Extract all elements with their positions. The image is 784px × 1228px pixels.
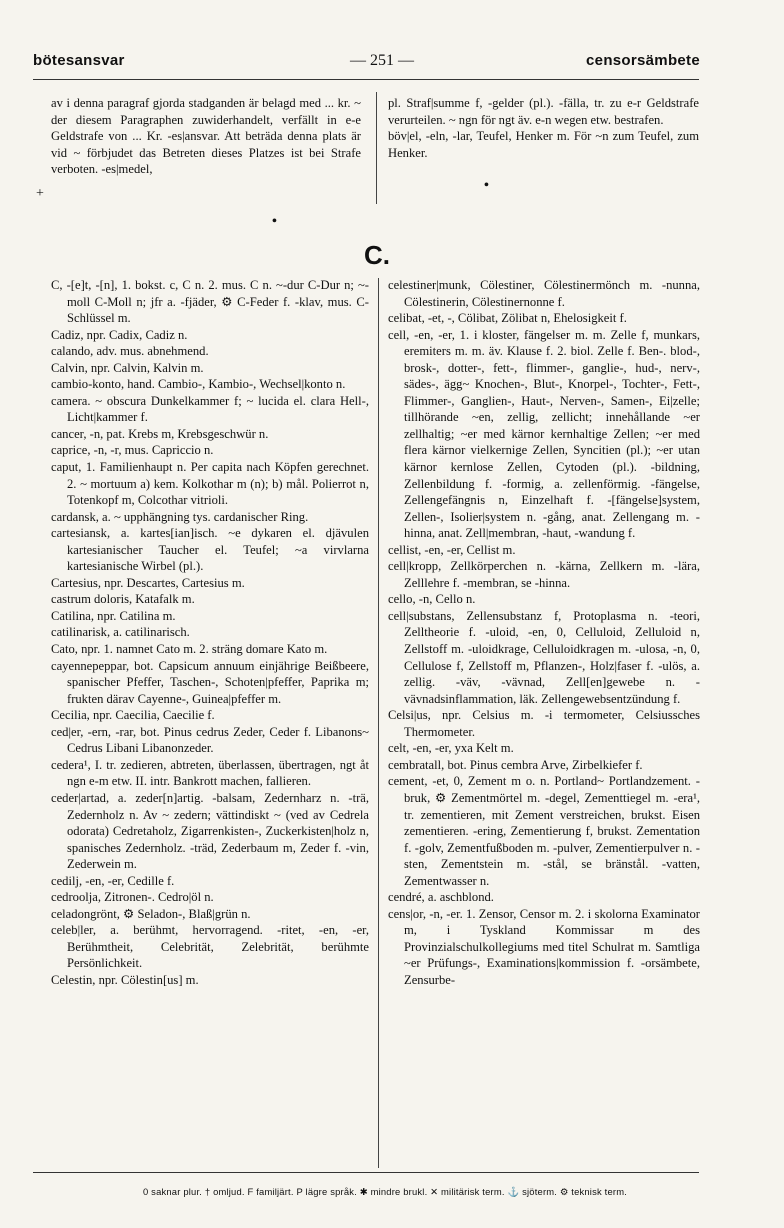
entry: cayennepeppar, bot. Capsicum annuum einjährige Beißbeere, spanischer Pfeffer, Taschen-, Schoten|pfeffer, Paprika m; frukten därav Cayenne-, Guinea|pfeffer m. [51,658,369,706]
footer-rule [33,1172,699,1173]
entry: ced|er, -ern, -rar, bot. Pinus cedrus Zeder, Ceder f. Libanons~ Cedrus Libani Libanonzeder. [51,724,369,756]
entry: cartesiansk, a. kartes[ian]isch. ~e dykaren el. djävulen kartesianischer Taucher el. Teufel; ~a virvlarna kartesianische Wirbel (pl.). [51,526,369,574]
entry: cello, -n, Cello n. [388,592,476,607]
top-left-column [51,95,361,178]
column-divider-top [376,92,377,204]
dot-mark: • [484,178,489,193]
entry: castrum doloris, Katafalk m. [51,592,195,607]
top-left-entry: av i denna paragraf gjorda stadganden är belagd med ... kr. ~ der diesem Paragraphen zuwiderhandelt, verfällt in e-e Geldstrafe von ... Kr. -es|ansvar. Att beträda denna plats är vid ~ förbjudet das Betreten dieses Platzes ist bei Strafe verboten. -es|medel, [51,96,361,177]
header-rule [33,79,699,80]
entry: cedera¹, I. tr. zediеren, abtreten, überlassen, übertragen, ngt åt ngn e-m etw. II. intr. Bankrott machen, fallieren. [51,757,369,789]
entry: Celestin, npr. Cölestin[us] m. [51,972,199,987]
entry: cellist, -en, -er, Cellist m. [388,542,516,557]
left-column [51,277,369,989]
entry: celt, -en, -er, yxa Kelt m. [388,741,514,756]
entry: cedrоolja, Zitronen-. Cedro|öl n. [51,890,214,905]
entry: Cato, npr. 1. namnet Cato m. 2. sträng domare Kato m. [51,642,328,657]
entry: cancer, -n, pat. Krebs m, Krebsgeschwür n. [51,426,269,441]
entry: cell, -en, -er, 1. i kloster, fängelser m. m. Zelle f, munkars, eremiters m. m. äv. Klause f. 2. biol. Zelle f. Ben-. blod-, brosk-, dotter-, fett-, flimmer-, ganglie-, hud-, nerv-, sädes-, ägg~ Knochen-, Blut-, Knorpel-, Tochter-, Fett-, Flimmer-, Ganglien-, Haut-, Nerven-, Samen-, Ei|zelle; tillhörande ~en, zellig, zellicht; innehållande ~er zellhaltig; ~er med kärnor kernhaltige Zellen; ~er med flera kärnor vielkernige Zellen, Syncitien (pl.); ~er utan kärnor kernlose Zellen, Cytoden (pl.). -bildning, Zellenbildung f. -formig, a. zellenförmig. -fängelse, Zellengefängnis n, Einzelhaft f. -[fängelse]system, Zellen-, Isolier|system n. -gång, anat. Zellengang m. -hinna, anat. Zell|membran, -haut, -wandung f. [388,327,700,541]
column-divider [378,278,379,1168]
entry: Cartesius, npr. Descartes, Cartesius m. [51,575,245,590]
entry: ceder|artad, a. zeder[n]artig. -balsam, Zedernharz n. -trä, Zedernholz n. Av ~ zedern; vättindiskt ~ (ved av Cedrela odorata) Cedretaholz, Zigarrenkisten-, Zuckerkisten|holz n, spanisches Zedernholz. -träd, Zederbaum m, Zeder f. -vin, Zederwein m. [51,790,369,872]
right-column [388,277,700,989]
header-left-guideword: bötesansvar [33,52,125,69]
entry: Catilina, npr. Catilina m. [51,608,176,623]
entry: cambio-konto, hand. Cambio-, Kambio-, Wechsel|konto n. [51,377,346,392]
entry: cell|substans, Zellensubstanz f, Protoplasma n. -teori, Zelltheorie f. -uloid, -en, 0, Celluloid, Zelluloid n, Zellstoff m. -uloidkrage, Celluloidkragen m. -ulosa, -n, 0, Cellulose f, Zellstoff m, Pflanzen-, Holz|faser f. -ulös, a. zellig. -väv, -vävnad, Zell[en]gewebe n. -vävnadsinflammation, läk. Zellengewebsentzündung f. [388,608,700,706]
entry: celeb|ler, a. berühmt, hervorragend. -ritet, -en, -er, Berühmtheit, Celebrität, Zelebrität, berühmte Persönlichkeit. [51,923,369,971]
entry: C, -[e]t, -[n], 1. bokst. c, C n. 2. mus. C n. ~-dur C-Dur n; ~-moll C-Moll n; jfr a. -fjäder, ⚙ C-Feder f. -klav, mus. C-Schlüssel m. [51,278,369,326]
entry: caput, 1. Familienhaupt n. Per capita nach Köpfen gerechnet. 2. ~ mortuum a) kem. Kolkothar m (n); b) mål. Polierrot n, Totenkopf m, Colcothar vitrioli. [51,460,369,508]
entry: celibat, -et, -, Cölibat, Zölibat n, Ehelosigkeit f. [388,311,627,326]
top-right-entry-1: pl. Straf|summe f, -gelder (pl.). -fälla, tr. zu e-r Geldstrafe verurteilen. ~ ngn för ngt äv. e-n wegen etw. bestrafen. [388,96,699,127]
entry: camera. ~ obscura Dunkelkammer f; ~ lucida el. clara Hell-, Licht|kammer f. [51,393,369,425]
entry: catilinarisk, a. catilinarisch. [51,625,190,640]
entry: cendré, a. aschblond. [388,890,494,905]
entry: calando, adv. mus. abnehmend. [51,344,209,359]
top-right-entry-2: böv|el, -eln, -lar, Teufel, Henker m. För ~n zum Teufel, zum Henker. [388,129,699,160]
entry: caprice, -n, -r, mus. Capriccio n. [51,443,214,458]
entry: cardansk, a. ~ upphängning tys. cardanischer Ring. [51,509,309,524]
section-letter: C. [364,240,390,270]
entry: cembratall, bot. Pinus cembra Arve, Zirbelkiefer f. [388,757,643,772]
entry: cens|or, -n, -er. 1. Zensor, Censor m. 2. i skolorna Examinator m, i Tyskland Kommissar m des Provinzialschulkollegiums med titel Schulrat m. Samtliga ~er Prüfungs-, Examinations|kommission f. -orsämbete, Zensurbe- [388,906,700,987]
dot-mark: • [272,214,277,229]
entry: cement, -et, 0, Zement m o. n. Portland~ Portlandzement. -bruk, ⚙ Zementmörtel m. -degel, Zementtiegel m. -era¹, tr. zementieren, mit Zement verstreichen, brukst. Eisen zementieren. -ering, Zementierung f, brukst. Zementation f. -golv, Zementfußboden m. -pulver, Zementierpulver n. -sten, Zementstein m. -stål, se bränstål. -vatten, Zementwasser n. [388,774,700,888]
entry: Cecilia, npr. Caecilia, Caecilie f. [51,708,215,723]
entry: celadongrönt, ⚙ Seladon-, Blaß|grün n. [51,906,251,921]
entry: cedilj, -en, -er, Cedille f. [51,873,175,888]
entry: Celsi|us, npr. Celsius m. -i termometer, Celsiussches Thermometer. [388,708,700,739]
abbreviation-key: 0 saknar plur. † omljud. F familjärt. P lägre språk. ✱ mindre brukl. ✕ militärisk term. ⚓ sjöterm. ⚙ teknisk term. [142,1186,628,1197]
entry: Calvin, npr. Calvin, Kalvin m. [51,360,204,375]
header-right-guideword: censorsämbete [586,52,700,69]
top-right-column [388,95,699,161]
entry: celestiner|munk, Cölestiner, Cölestinermönch m. -nunna, Cölestinerin, Cölestinernonne f. [388,278,700,309]
page-number: — 251 — [350,52,414,69]
entry: cell|kropp, Zellkörperchen n. -kärna, Zellkern m. -lära, Zelllehre f. -membran, se -hinna. [388,559,700,590]
plus-mark: + [36,186,44,201]
entry: Cadiz, npr. Cadix, Cadiz n. [51,327,188,342]
